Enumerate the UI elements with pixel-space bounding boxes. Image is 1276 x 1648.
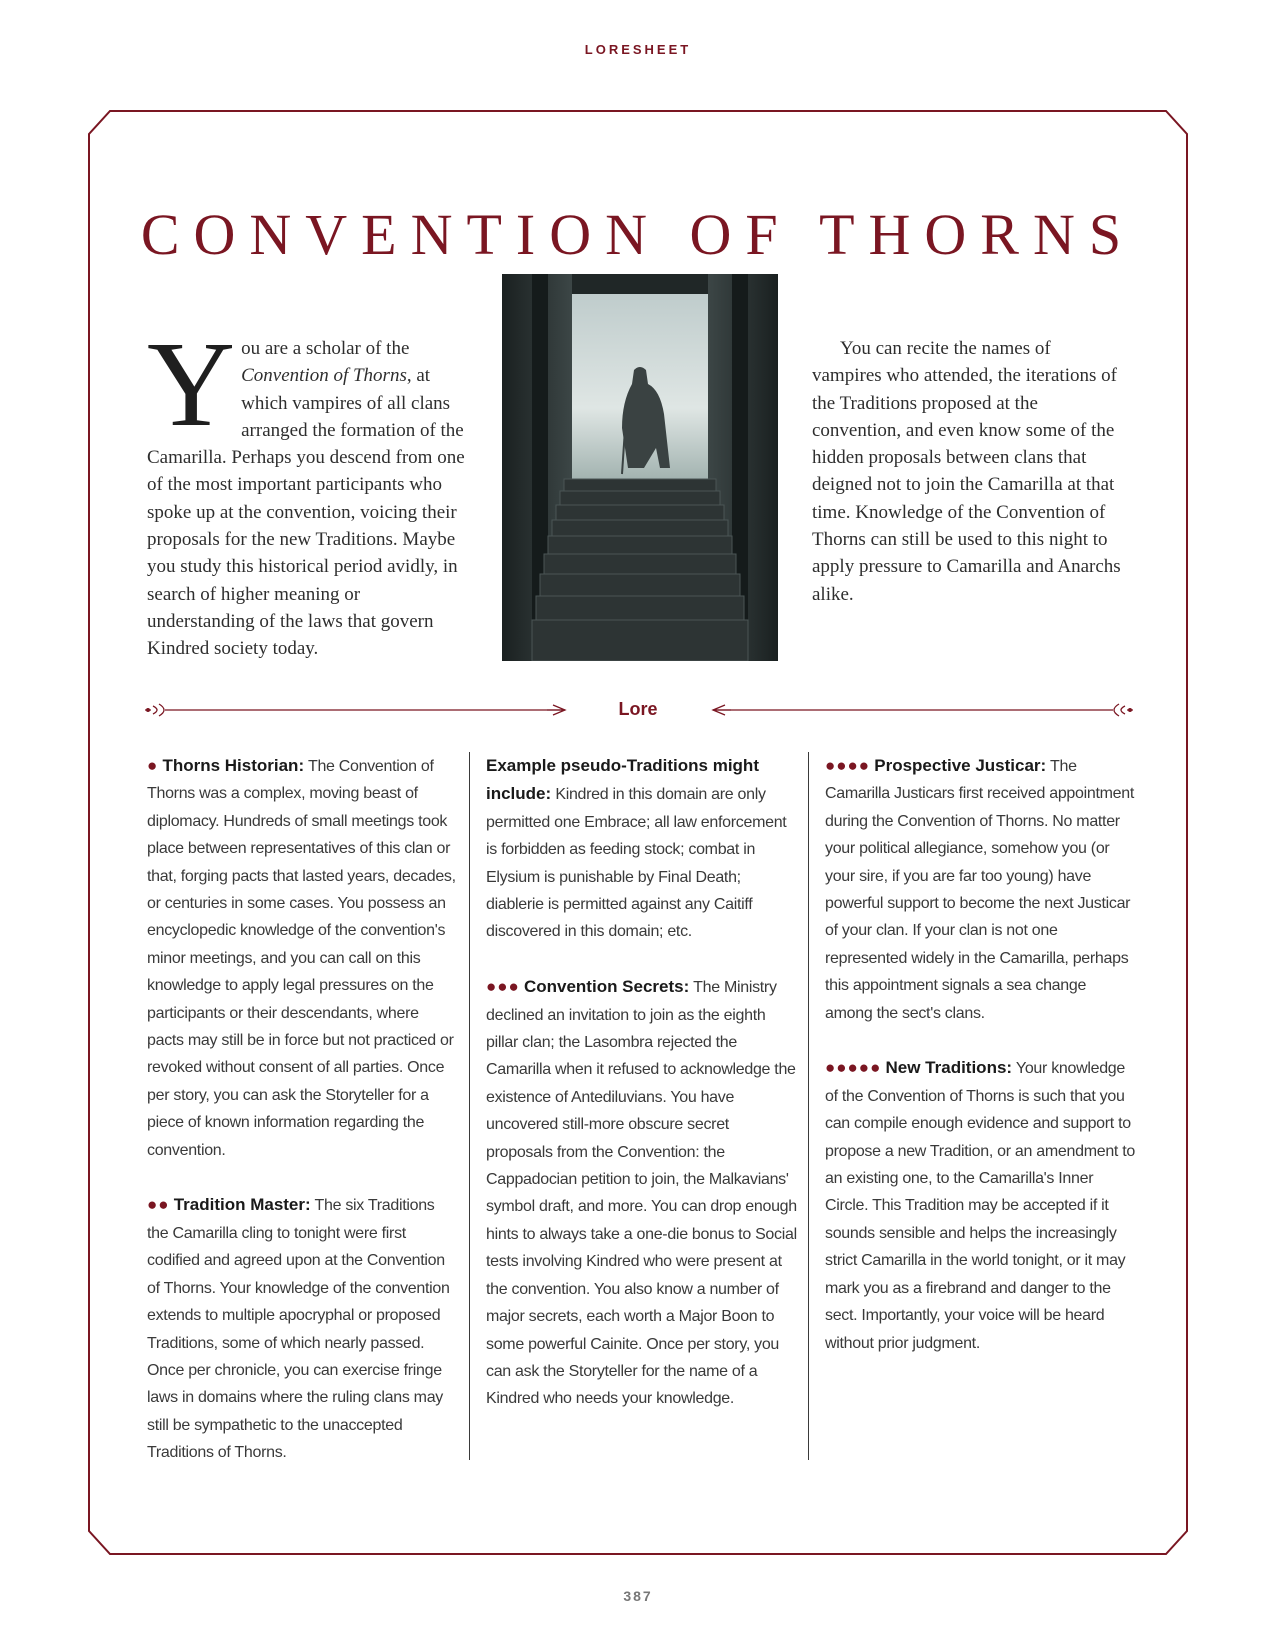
entry-text: Your knowledge of the Convention of Thorns is such that you can compile enough evidence and support to propose a new Tradition, or an amendment to an existing one, to the Camarilla's Inner Circle. This Tradition may be accepted if it sounds sensible and helps the increasingly strict Camarilla in the world tonight, or it may mark you as a firebrand and danger to the sect. Importantly, your voice will be heard without prior judgment. [825, 1060, 1135, 1352]
entry-text: The six Traditions the Camarilla cling to tonight were first codified and agreed upon at the Convention of Thorns. Your knowledge of the convention extends to multiple apocryphal or proposed Traditions, some of which nearly passed. Once per chronicle, you can exercise fringe laws in domains where the ruling clans may still be sympathetic to the unaccepted Traditions of Thorns. [147, 1197, 450, 1462]
intro-left-text [147, 317, 465, 663]
entry-tradition-master [147, 1191, 459, 1466]
entry-title: New Traditions: [885, 1058, 1013, 1078]
entry-prospective-justicar [825, 752, 1137, 1027]
entry-title: Convention Secrets: [523, 977, 690, 997]
dot-rating: ● [147, 756, 159, 775]
entry-title: Example pseudo-Traditions might include: [486, 756, 759, 804]
dot-rating: ●●●●● [825, 1058, 882, 1078]
stairway-figure-illustration [502, 274, 778, 661]
column-rule [469, 752, 470, 1460]
column-1 [147, 752, 459, 1494]
divider-label: Lore [618, 699, 658, 719]
page-number: 387 [623, 1588, 653, 1604]
intro-left-italic: Convention of Thorns [241, 365, 407, 387]
entry-title: Tradition Master: [173, 1195, 311, 1215]
entry-new-traditions [825, 1054, 1137, 1356]
dot-rating: ●● [147, 1195, 170, 1215]
intro-left-post: , at which vampires of all clans arranged the formation of the Camarilla. Perhaps you descend from one of the most important participants who spoke up at the convention, voicing their proposals for the new Traditions. Maybe you study this historical period avidly, in search of higher meaning or understanding of the laws that govern Kindred society today. [147, 365, 465, 660]
entry-text: The Ministry declined an invitation to join as the eighth pillar clan; the Lasombra rejected the Camarilla when it refused to acknowledge the existence of Antediluvians. You have uncovered still-more obscure secret proposals from the Convention: the Cappadocian petition to join, the Malkavians' symbol draft, and more. You can drop enough hints to always take a one-die bonus to Social tests involving Kindred who were present at the convention. You also know a number of major secrets, each worth a Major Boon to some powerful Cainite. Once per story, you can ask the Storyteller for the name of a Kindred who needs your knowledge. [486, 979, 797, 1408]
entry-text: The Camarilla Justicars first received appointment during the Convention of Thorns. No matter your political allegiance, somehow you (or your sire, if you are far too young) have powerful support to become the next Justicar of your clan. If your clan is not one represented widely in the Camarilla, perhaps this appointment signals a sea change among the sect's clans. [825, 758, 1134, 1022]
dot-rating: ●●● [486, 977, 520, 997]
entry-convention-secrets [486, 973, 798, 1413]
entry-title: Thorns Historian: [162, 756, 305, 775]
running-head: LORESHEET [584, 42, 692, 57]
column-rule [808, 752, 809, 1460]
dot-rating: ●●●● [825, 756, 871, 775]
drop-cap: Y [147, 317, 236, 452]
column-2 [486, 752, 798, 1440]
entry-examples [486, 752, 798, 946]
intro-right-text: You can recite the names of vampires who attended, the iterations of the Traditions proposed at the convention, and even know some of the hidden proposals between clans that deigned not to join the Camarilla at that time. Knowledge of the Convention of Thorns can still be used to this night to apply pressure to Camarilla and Anarchs alike. [812, 338, 1121, 605]
entry-text: The Convention of Thorns was a complex, moving beast of diplomacy. Hundreds of small meetings took place between representatives of this clan or that, forging pacts that lasted years, decades, or centuries in some cases. You possess an encyclopedic knowledge of the convention's minor meetings, and you can call on this knowledge to apply legal pressures on the participants or their descendants, where pacts may still be in force but not practiced or revoked without consent of all parties. Once per story, you can ask the Storyteller for a piece of known information regarding the convention. [147, 758, 456, 1159]
entry-title: Prospective Justicar: [874, 756, 1047, 775]
column-3 [825, 752, 1137, 1384]
entry-thorns-historian [147, 752, 459, 1164]
entry-text: Kindred in this domain are only permitted one Embrace; all law enforcement is forbidden as feeding stock; combat in Elysium is punishable by Final Death; diablerie is permitted against any Caitiff discovered in this domain; etc. [486, 786, 787, 941]
page-title: CONVENTION OF THORNS [140, 201, 1136, 267]
intro-left-pre: ou are a scholar of the [241, 338, 410, 359]
